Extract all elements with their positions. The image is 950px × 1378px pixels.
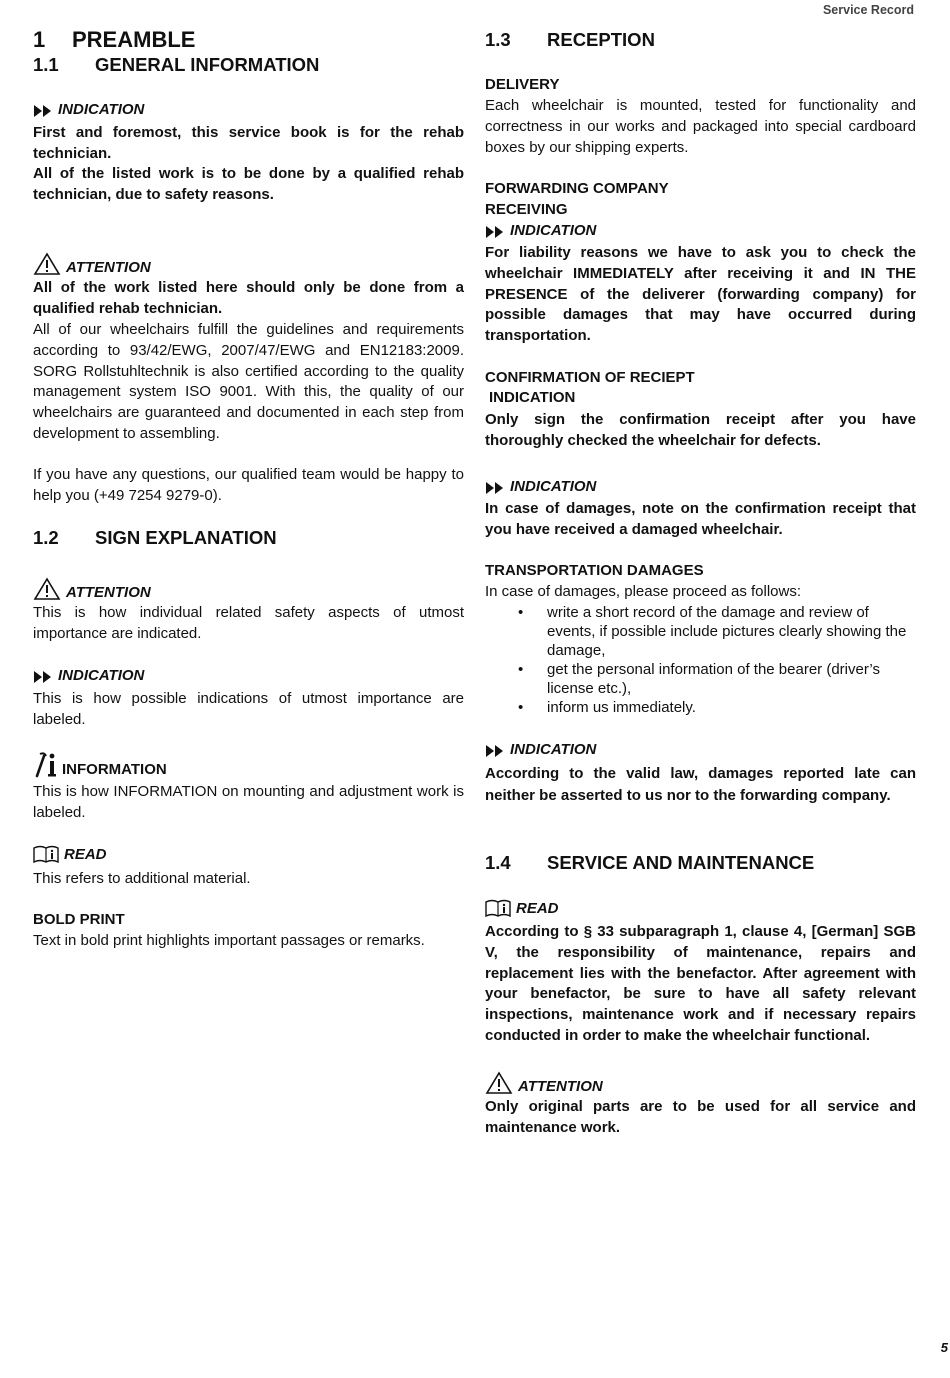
book-icon [485,899,511,917]
chapter-title: PREAMBLE [72,27,196,52]
information-description: This is how INFORMATION on mounting and adjustment work is labeled. [33,783,464,821]
read-callout [485,899,559,917]
section-1-1-heading [33,54,319,76]
attention-callout [33,252,151,276]
indication-callout [33,667,144,684]
indication-callout [485,741,596,758]
double-arrow-icon [485,481,505,495]
section-1-3-heading [485,29,655,51]
warning-triangle-icon [33,577,61,601]
attention-label: ATTENTION [66,259,151,276]
section-title: GENERAL INFORMATION [95,54,320,75]
read-text: According to § 33 subparagraph 1, clause 4, [German] SGB V, the responsibility of maintenance, repairs and replacement lies with the benefactor. After agreement with your benefactor, be sure to have all safety relevant inspections, maintenance work and if necessary repairs conducted in order to make the wheelchair functional. [485,923,916,1044]
section-title: SIGN EXPLANATION [95,527,277,548]
section-title: SERVICE AND MAINTENANCE [547,852,815,873]
indication-label: INDICATION [58,667,145,684]
double-arrow-icon [33,670,53,684]
section-1-4-heading [485,852,814,874]
running-header: Service Record [822,3,914,17]
book-icon [33,845,59,863]
attention-description: This is how individual related safety aspects of utmost importance are indicated. [33,604,464,642]
confirmation-indication-label: INDICATION [489,389,576,406]
attention-label: ATTENTION [66,584,151,601]
indication-label: INDICATION [58,101,145,118]
attention-text: Only original parts are to be used for all service and maintenance work. [485,1098,916,1136]
delivery-heading: DELIVERY [485,76,560,93]
indication-label: INDICATION [510,478,597,495]
section-title: RECEPTION [547,29,655,50]
warning-triangle-icon [485,1071,513,1095]
confirmation-heading: CONFIRMATION OF RECIEPT [485,369,695,386]
confirmation-text: Only sign the confirmation receipt after you have thoroughly checked the wheelchair for defects. [485,411,916,449]
attention-label: ATTENTION [518,1078,603,1095]
indication-text: For liability reasons we have to ask you to check the wheelchair IMMEDIATELY after receiving it and IN THE PRESENCE of the deliverer (forwarding company) for possible damages that may have occurred during transportation. [485,244,916,345]
double-arrow-icon [485,225,505,239]
chapter-number: 1 [33,27,46,52]
transportation-damages-text: In case of damages, please proceed as follows: [485,583,802,600]
bold-print-heading: BOLD PRINT [33,911,125,928]
receiving-heading: RECEIVING [485,201,568,218]
list-item: • inform us immediately. [485,698,916,717]
read-description: This refers to additional material. [33,870,251,887]
indication-text: According to the valid law, damages reported late can neither be asserted to us nor to the forwarding company. [485,765,916,804]
chapter-heading [33,27,195,53]
double-arrow-icon [33,104,53,118]
list-item: • write a short record of the damage and review of events, if possible include pictures clearly showing the damage, [485,603,916,660]
indication-callout [485,222,596,239]
information-callout [33,752,167,778]
read-callout [33,845,107,863]
section-number: 1.4 [485,852,511,873]
double-arrow-icon [485,744,505,758]
forwarding-company-heading: FORWARDING COMPANY [485,180,669,197]
section-number: 1.3 [485,29,511,50]
list-item: • get the personal information of the bearer (driver’s license etc.), [485,660,916,698]
read-label: READ [64,846,107,863]
body-paragraph: If you have any questions, our qualified team would be happy to help you (+49 7254 9279-0). [33,466,464,504]
indication-label: INDICATION [510,222,597,239]
damage-steps-list [485,603,916,717]
page-number: 5 [940,1340,948,1355]
attention-callout [485,1071,603,1095]
indication-callout [33,101,144,118]
indication-label: INDICATION [510,741,597,758]
indication-text: First and foremost, this service book is for the rehab technician. [33,124,464,162]
indication-text: In case of damages, note on the confirmation receipt that you have received a damaged wheelchair. [485,500,916,538]
section-number: 1.2 [33,527,59,548]
indication-description: This is how possible indications of utmost importance are labeled. [33,690,464,728]
wrench-info-icon [33,752,57,778]
information-label: INFORMATION [62,761,167,778]
attention-callout [33,577,151,601]
read-label: READ [516,900,559,917]
indication-text-2: All of the listed work is to be done by a qualified rehab technician, due to safety reasons. [33,165,464,203]
transportation-damages-heading: TRANSPORTATION DAMAGES [485,562,704,579]
indication-callout [485,478,596,495]
body-paragraph: All of our wheelchairs fulfill the guidelines and requirements according to 93/42/EWG, 2007/47/EWG and EN12183:2009. SORG Rollstuhltechnik is also certified according to the quality management system ISO 9001. With this, the quality of our wheelchairs are guaranteed and documented in each step from development to assembling. [33,321,464,442]
attention-text: All of the work listed here should only be done from a qualified rehab technician. [33,279,464,317]
section-number: 1.1 [33,54,59,75]
section-1-2-heading [33,527,277,549]
warning-triangle-icon [33,252,61,276]
delivery-text: Each wheelchair is mounted, tested for functionality and correctness in our works and packaged into special cardboard boxes by our shipping experts. [485,97,916,156]
bold-print-description: Text in bold print highlights important passages or remarks. [33,932,425,949]
